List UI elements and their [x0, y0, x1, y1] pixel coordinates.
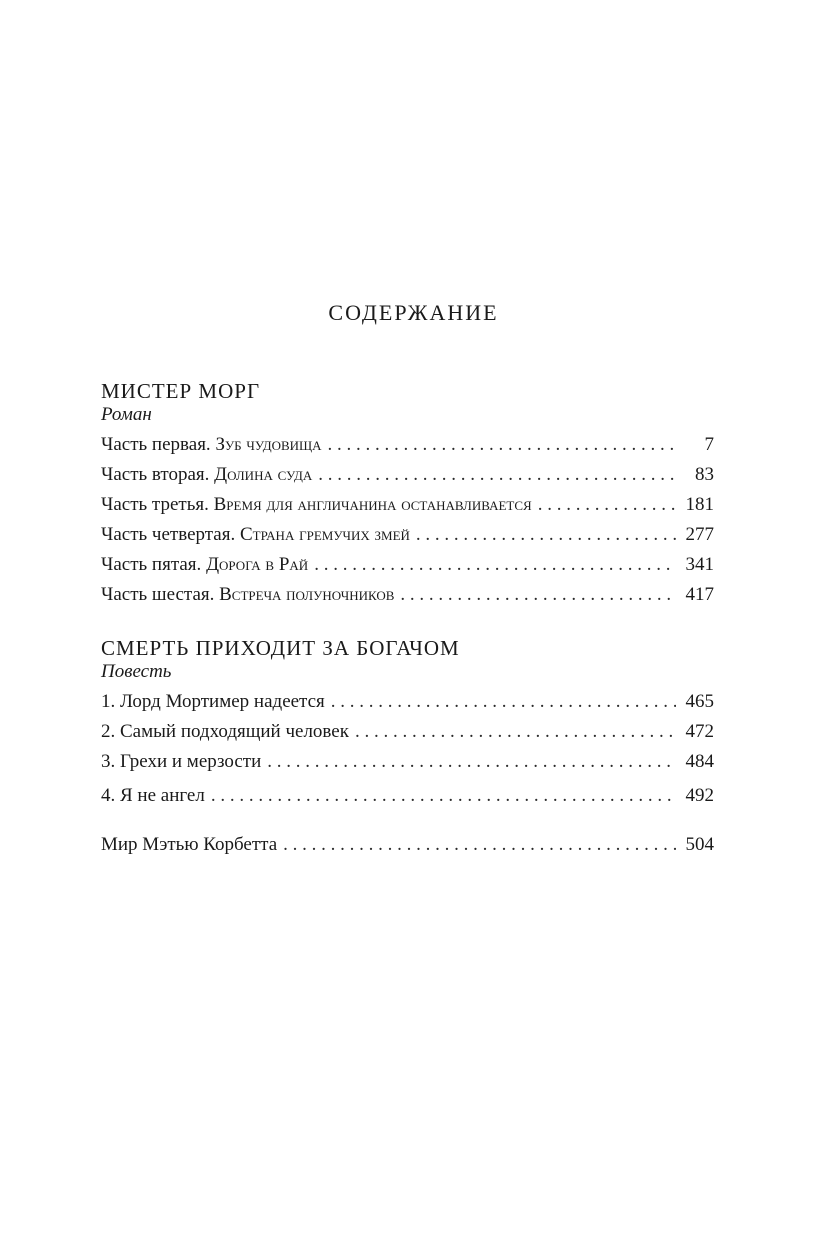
toc-entry[interactable] [101, 490, 714, 520]
entry-label: 3. Грехи и мерзости [101, 751, 262, 772]
entry-prefix: Часть четвертая. [101, 524, 240, 545]
entry-prefix: Часть первая. [101, 434, 216, 455]
toc-entry[interactable] [101, 520, 714, 550]
entry-prefix: Часть третья. [101, 494, 214, 515]
page-title: содержание [328, 291, 499, 327]
dot-leader [328, 430, 676, 460]
toc-entry[interactable] [101, 717, 714, 747]
entry-label [101, 430, 322, 460]
toc-section-afterword [101, 830, 714, 860]
toc-section-mister-morg [101, 378, 714, 610]
entry-label [101, 580, 394, 610]
entry-name: Встреча полуночников [219, 584, 395, 605]
toc-list [101, 687, 714, 811]
entry-page: 277 [685, 524, 714, 545]
dot-leader [538, 490, 676, 520]
section-subtitle: Роман [101, 404, 152, 425]
toc-entry[interactable] [101, 781, 714, 811]
dot-leader [283, 830, 676, 860]
entry-page: 181 [685, 494, 714, 515]
section-subtitle: Повесть [101, 661, 172, 682]
entry-label [101, 520, 410, 550]
entry-page: 492 [685, 785, 714, 806]
entry-page: 83 [695, 464, 714, 485]
entry-label: 1. Лорд Мортимер надеется [101, 691, 325, 712]
dot-leader [211, 781, 676, 811]
dot-leader [400, 580, 676, 610]
entry-name: Дорога в Рай [206, 554, 309, 575]
entry-page: 417 [685, 584, 714, 605]
entry-page: 472 [685, 721, 714, 742]
toc-entry[interactable] [101, 687, 714, 717]
entry-name: Время для англичанина останавливается [213, 494, 532, 515]
entry-label: 2. Самый подходящий человек [101, 721, 349, 742]
toc-entry[interactable] [101, 747, 714, 777]
dot-leader [331, 687, 676, 717]
entry-label [101, 490, 532, 520]
toc-entry[interactable] [101, 460, 714, 490]
entry-page: 465 [685, 691, 714, 712]
section-heading: МИСТЕР МОРГ [101, 379, 261, 403]
toc-entry[interactable] [101, 830, 714, 860]
entry-name: Зуб чудовища [215, 434, 322, 455]
entry-label [101, 550, 308, 580]
entry-label: Мир Мэтью Корбетта [101, 834, 278, 855]
toc-entry[interactable] [101, 430, 714, 460]
toc-list [101, 830, 714, 860]
toc-list [101, 430, 714, 610]
entry-page: 484 [685, 751, 714, 772]
entry-label: 4. Я не ангел [101, 785, 205, 806]
entry-name: Страна гремучих змей [239, 524, 410, 545]
section-heading: СМЕРТЬ ПРИХОДИТ ЗА БОГАЧОМ [101, 636, 460, 660]
entry-page: 341 [685, 554, 714, 575]
entry-label [101, 460, 312, 490]
toc-section-smert-prihodit [101, 635, 714, 811]
entry-page: 7 [704, 434, 714, 455]
dot-leader [314, 550, 676, 580]
entry-prefix: Часть вторая. [101, 464, 215, 485]
entry-prefix: Часть пятая. [101, 554, 207, 575]
entry-prefix: Часть шестая. [101, 584, 220, 605]
dot-leader [355, 717, 676, 747]
toc-entry[interactable] [101, 550, 714, 580]
dot-leader [318, 460, 676, 490]
entry-page: 504 [685, 834, 714, 855]
toc-entry[interactable] [101, 580, 714, 610]
dot-leader [267, 747, 676, 777]
entry-name: Долина суда [214, 464, 313, 485]
dot-leader [416, 520, 676, 550]
